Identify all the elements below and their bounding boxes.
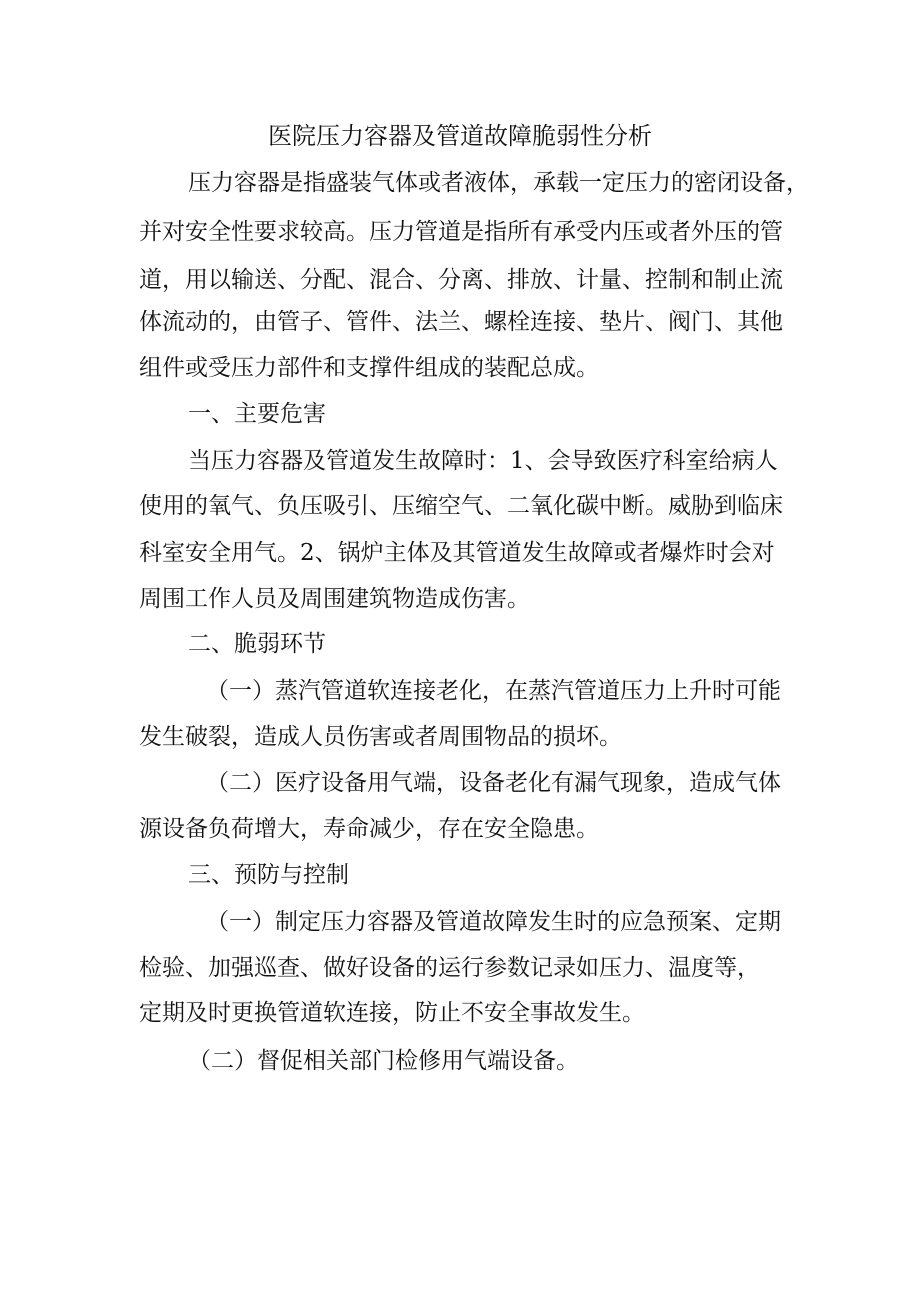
weak-link-1-line-2: 发生破裂，造成人员伤害或者周围物品的损坏。	[139, 724, 622, 750]
weak-link-2-line-1: （二）医疗设备用气端，设备老化有漏气现象，造成气体	[206, 770, 781, 796]
hazards-line-3: 科室安全用气。2、锅炉主体及其管道发生故障或者爆炸时会对	[139, 540, 775, 566]
intro-line-4: 体流动的，由管子、管件、法兰、螺栓连接、垫片、阀门、其他	[139, 309, 783, 335]
prevention-2-line-1: （二）督促相关部门检修用气端设备。	[188, 1048, 579, 1074]
document-title: 医院压力容器及管道故障脆弱性分析	[268, 122, 652, 150]
prevention-1-line-2: 检验、加强巡查、做好设备的运行参数记录如压力、温度等，	[139, 955, 760, 981]
intro-line-1: 压力容器是指盛装气体或者液体，承载一定压力的密闭设备，	[188, 170, 809, 196]
section-heading-weak-links: 二、脆弱环节	[188, 631, 326, 657]
section-heading-prevention: 三、预防与控制	[188, 862, 349, 888]
weak-link-2-line-2: 源设备负荷增大，寿命减少，存在安全隐患。	[139, 816, 599, 842]
hazards-line-1: 当压力容器及管道发生故障时：1、会导致医疗科室给病人	[188, 448, 778, 474]
intro-line-2: 并对安全性要求较高。压力管道是指所有承受内压或者外压的管	[139, 219, 783, 245]
hazards-line-4: 周围工作人员及周围建筑物造成伤害。	[139, 586, 530, 612]
hazards-line-2: 使用的氧气、负压吸引、压缩空气、二氧化碳中断。威胁到临床	[139, 493, 783, 519]
intro-line-5: 组件或受压力部件和支撑件组成的装配总成。	[139, 355, 599, 381]
section-heading-main-hazards: 一、主要危害	[188, 401, 326, 427]
intro-line-3: 道，用以输送、分配、混合、分离、排放、计量、控制和制止流	[139, 267, 783, 293]
weak-link-1-line-1: （一）蒸汽管道软连接老化，在蒸汽管道压力上升时可能	[206, 678, 781, 704]
prevention-1-line-1: （一）制定压力容器及管道故障发生时的应急预案、定期	[206, 909, 781, 935]
prevention-1-line-3: 定期及时更换管道软连接，防止不安全事故发生。	[139, 1000, 645, 1026]
